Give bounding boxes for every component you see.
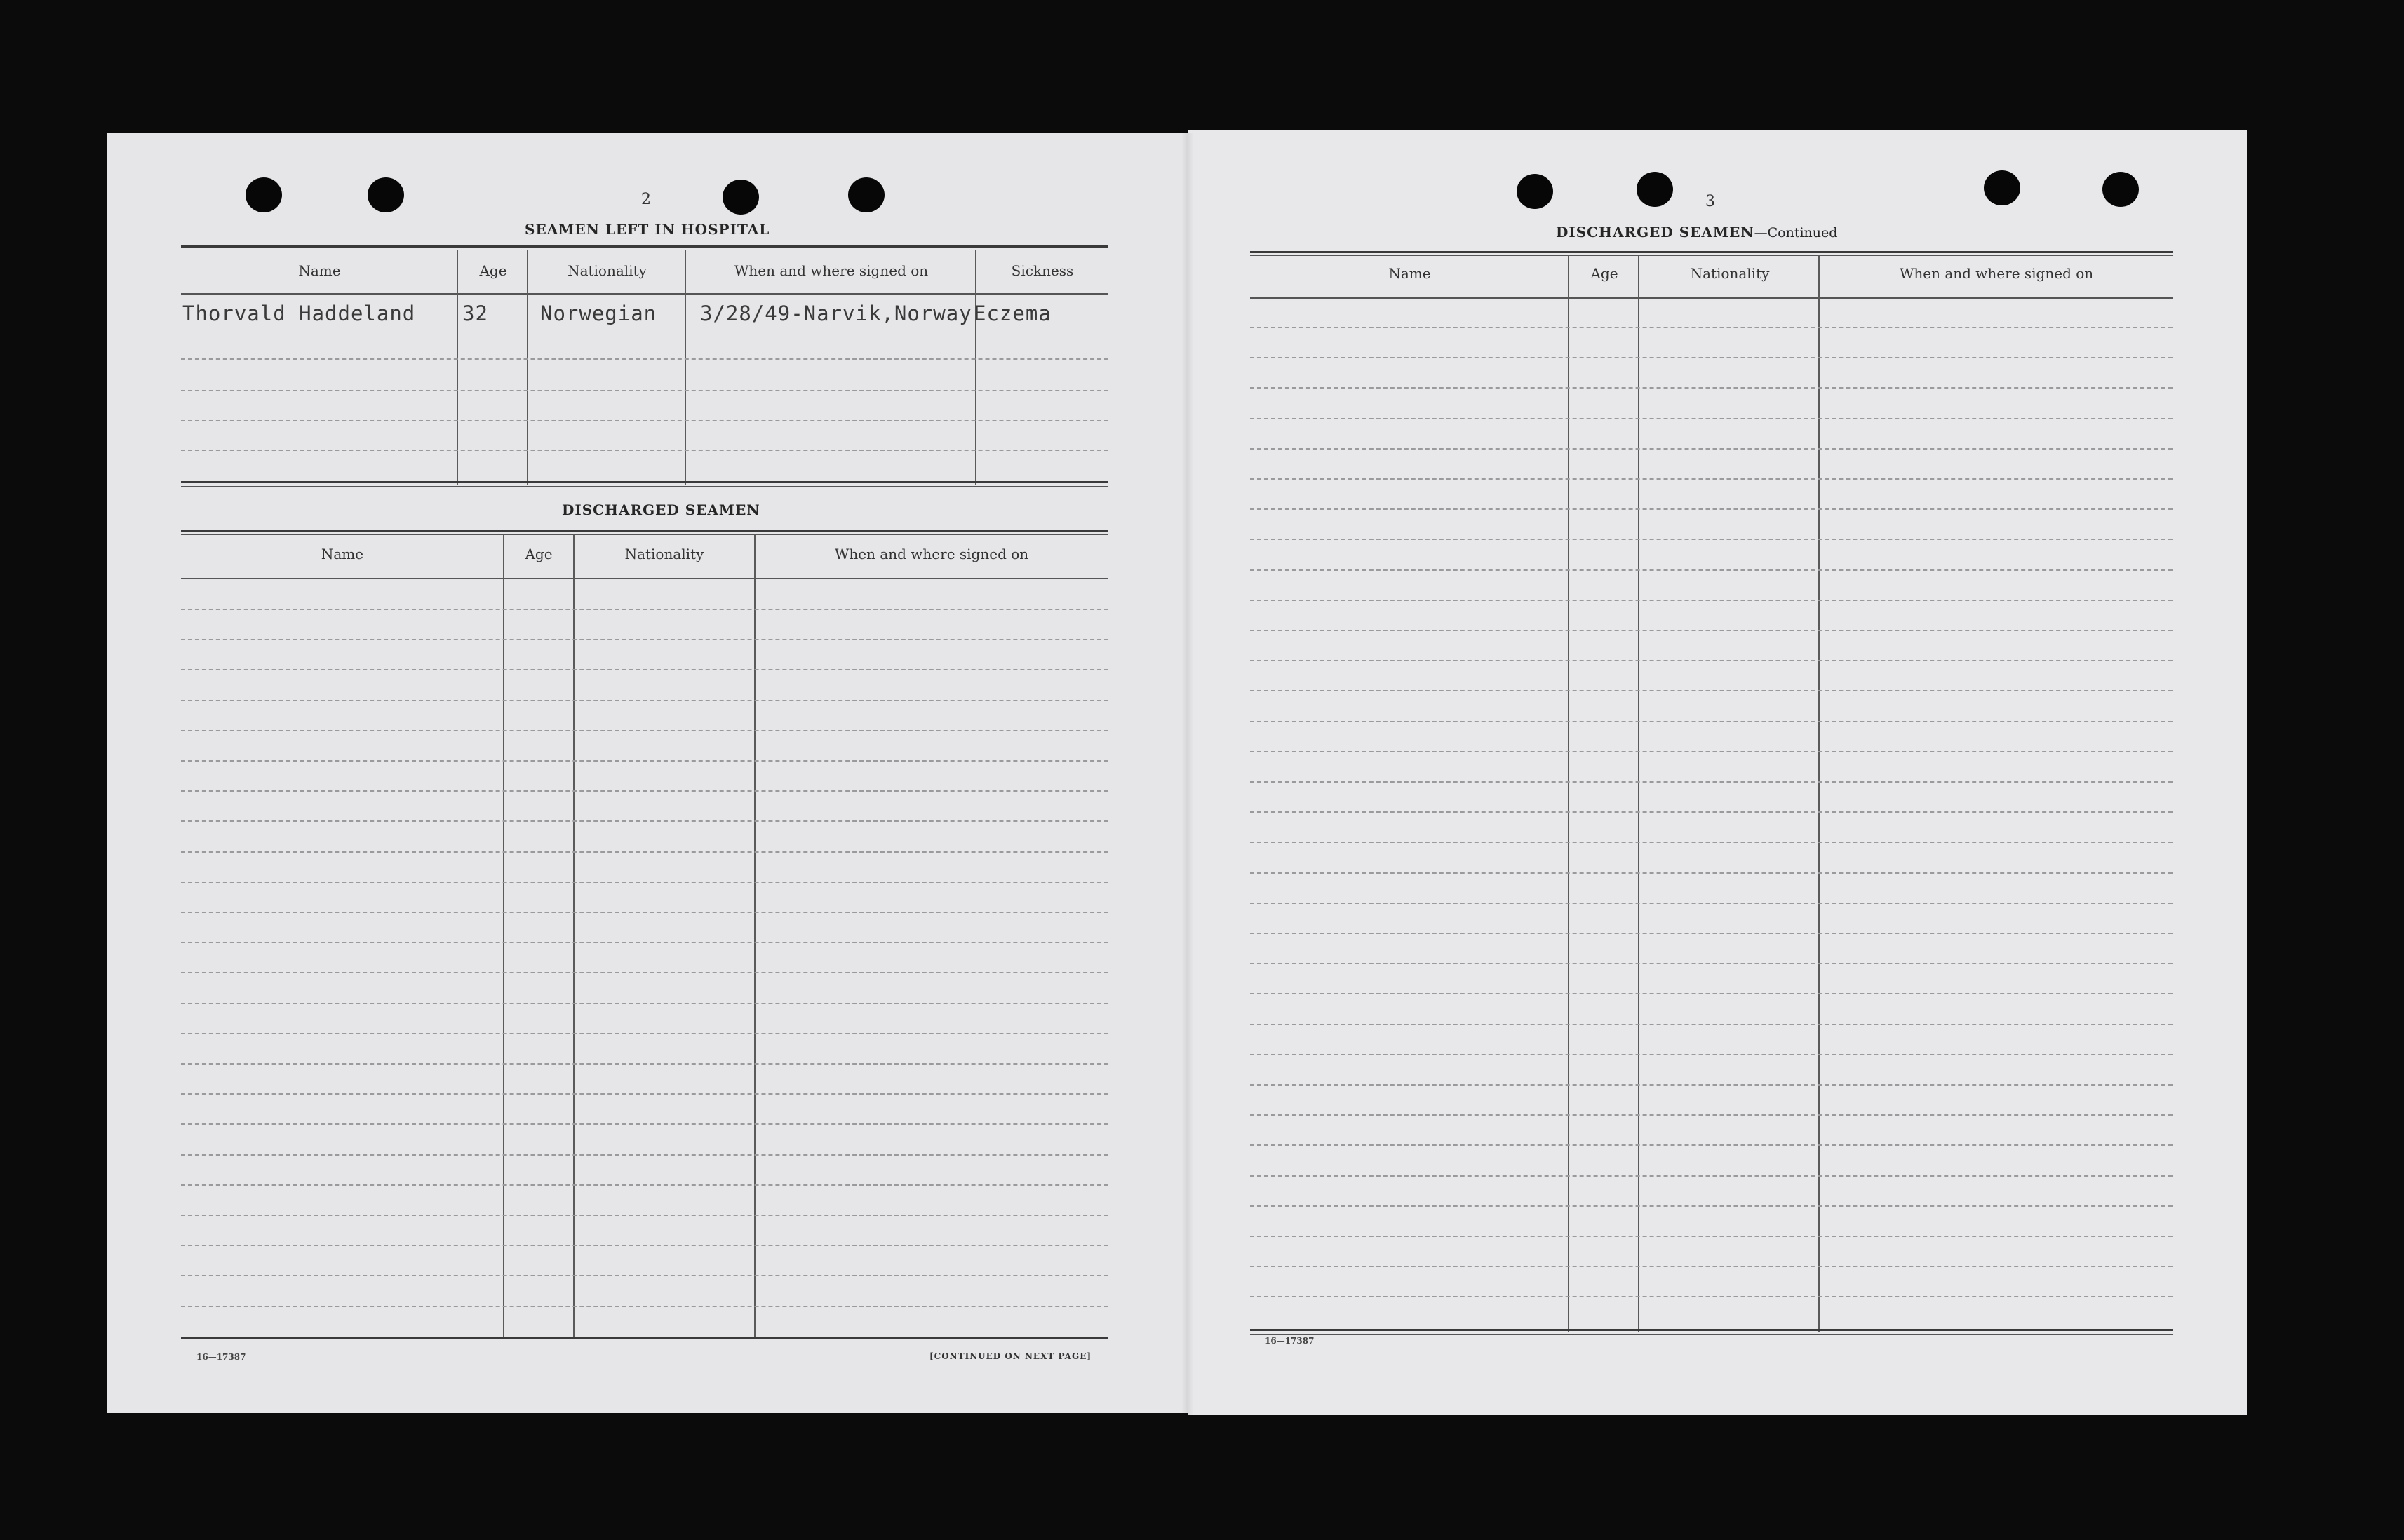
column-header-signed-on: When and where signed on <box>834 546 1029 562</box>
table-row-line <box>1250 1144 2173 1146</box>
table-row-line <box>1250 903 2173 904</box>
seaman-name: Thorvald Haddeland <box>182 302 416 325</box>
table-row-line <box>181 972 1108 973</box>
table-row-line <box>1250 600 2173 601</box>
table-row-line <box>181 1154 1108 1156</box>
column-header-age: Age <box>1590 265 1618 282</box>
table-row-line <box>1250 993 2173 994</box>
table-row-line <box>1250 1296 2173 1297</box>
discharged-continued-title <box>1556 224 1837 241</box>
punch-hole <box>723 180 759 215</box>
page-number: 3 <box>1705 193 1715 210</box>
table-row-line <box>181 942 1108 943</box>
table-row-line <box>181 1063 1108 1065</box>
table-row-line <box>181 1123 1108 1125</box>
seaman-signed-on: 3/28/49-Narvik,Norway <box>700 302 972 325</box>
table-row-line <box>181 1245 1108 1246</box>
title-main: DISCHARGED SEAMEN <box>1556 224 1754 241</box>
table-row-line <box>181 790 1108 792</box>
title-suffix: —Continued <box>1754 225 1838 241</box>
table-row-line <box>181 912 1108 913</box>
table-row-line <box>181 851 1108 853</box>
discharged-section-title: DISCHARGED SEAMEN <box>562 501 760 518</box>
table-row-line <box>1250 690 2173 691</box>
table-row-line <box>1250 418 2173 419</box>
column-header-nationality: Nationality <box>1690 265 1770 282</box>
table-row-line <box>181 1184 1108 1186</box>
discharged-table-left <box>181 530 1108 1342</box>
table-row-line <box>181 639 1108 640</box>
seaman-nationality: Norwegian <box>540 302 657 325</box>
punch-hole <box>1984 170 2020 205</box>
seaman-sickness: Eczema <box>974 302 1052 325</box>
column-header-signed-on: When and where signed on <box>734 262 929 279</box>
form-code: 16—17387 <box>1265 1336 1315 1346</box>
column-header-age: Age <box>525 546 553 562</box>
column-header-name: Name <box>298 262 341 279</box>
table-row-line <box>181 820 1108 822</box>
table-row-line <box>1250 1084 2173 1086</box>
column-header-age: Age <box>479 262 507 279</box>
column-header-name: Name <box>321 546 364 562</box>
table-row-line <box>1250 781 2173 783</box>
form-code: 16—17387 <box>196 1352 246 1362</box>
column-header-nationality: Nationality <box>568 262 647 279</box>
table-row-line <box>181 669 1108 670</box>
table-row-line <box>1250 569 2173 571</box>
column-header-name: Name <box>1388 265 1431 282</box>
table-row-line <box>181 1275 1108 1276</box>
discharged-table-right <box>1250 251 2173 1335</box>
table-row-line <box>181 760 1108 762</box>
table-row-line <box>1250 660 2173 661</box>
table-row-line <box>1250 357 2173 358</box>
table-row-line <box>1250 963 2173 964</box>
column-header-sickness: Sickness <box>1011 262 1074 279</box>
table-row-line <box>1250 387 2173 389</box>
table-row-line <box>181 1033 1108 1034</box>
table-row-line <box>1250 1024 2173 1025</box>
punch-hole <box>2102 172 2139 207</box>
page-number: 2 <box>641 191 651 208</box>
column-header-signed-on: When and where signed on <box>1899 265 2094 282</box>
table-row-line <box>1250 872 2173 874</box>
punch-hole <box>246 177 282 212</box>
table-row-line <box>1250 1114 2173 1116</box>
seaman-age: 32 <box>462 302 488 325</box>
punch-hole <box>368 177 404 212</box>
table-row-line <box>181 730 1108 731</box>
punch-hole <box>1517 174 1553 209</box>
table-row-line <box>1250 1054 2173 1055</box>
table-row-line <box>1250 1266 2173 1267</box>
table-row-line <box>1250 1236 2173 1237</box>
table-row-line <box>1250 327 2173 328</box>
table-row-line <box>1250 539 2173 540</box>
table-row-line <box>181 1003 1108 1004</box>
table-row-line <box>1250 508 2173 510</box>
table-row-line <box>181 1306 1108 1307</box>
table-row-line <box>1250 842 2173 843</box>
table-row-line <box>1250 448 2173 450</box>
table-row-line <box>1250 630 2173 631</box>
table-row-line <box>181 1093 1108 1095</box>
punch-hole <box>848 177 885 212</box>
page-fold <box>1181 133 1194 1415</box>
table-row-line <box>1250 1205 2173 1207</box>
table-row-line <box>181 882 1108 883</box>
table-row-line <box>181 1215 1108 1216</box>
table-row-line <box>1250 721 2173 722</box>
table-row-line <box>1250 811 2173 813</box>
hospital-section-title: SEAMEN LEFT IN HOSPITAL <box>525 221 770 238</box>
table-row-line <box>181 700 1108 701</box>
table-row-line <box>181 609 1108 610</box>
punch-hole <box>1637 172 1673 207</box>
table-row-line <box>1250 751 2173 752</box>
continued-note: [CONTINUED ON NEXT PAGE] <box>929 1351 1092 1361</box>
hospital-table <box>181 245 1108 488</box>
table-row-line <box>1250 1175 2173 1177</box>
table-row-line <box>1250 478 2173 480</box>
table-row-line <box>1250 933 2173 934</box>
column-header-nationality: Nationality <box>624 546 704 562</box>
